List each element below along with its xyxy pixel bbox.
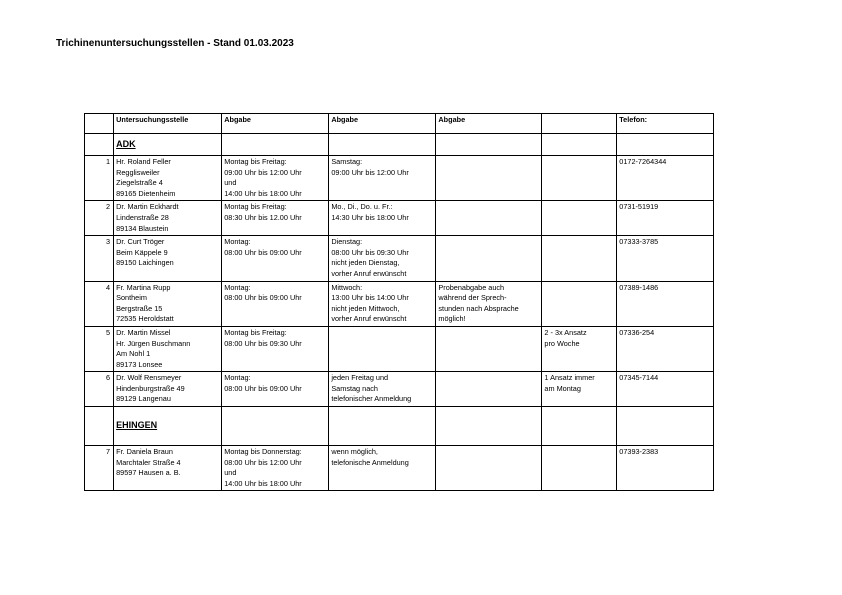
cell-abgabe-1: Montag bis Freitag: 09:00 Uhr bis 12:00 Uhr und 14:00 Uhr bis 18:00 Uhr bbox=[222, 156, 329, 201]
cell-telefon: 07389-1486 bbox=[617, 281, 714, 326]
cell-abgabe-2: jeden Freitag und Samstag nach telefonischer Anmeldung bbox=[329, 372, 436, 407]
section-empty-cell bbox=[436, 134, 542, 156]
section-empty-cell bbox=[222, 134, 329, 156]
header-abgabe-3: Abgabe bbox=[436, 114, 542, 134]
table-row bbox=[85, 236, 714, 281]
cell-index: 7 bbox=[85, 446, 114, 491]
cell-notes bbox=[542, 201, 617, 236]
table-row bbox=[85, 281, 714, 326]
section-index-cell bbox=[85, 407, 114, 446]
section-empty-cell bbox=[617, 407, 714, 446]
cell-untersuchungsstelle: Dr. Martin Missel Hr. Jürgen Buschmann Am Nohl 1 89173 Lonsee bbox=[114, 326, 222, 371]
cell-abgabe-1: Montag: 08:00 Uhr bis 09:00 Uhr bbox=[222, 236, 329, 281]
cell-index: 4 bbox=[85, 281, 114, 326]
header-untersuchungsstelle: Untersuchungsstelle bbox=[114, 114, 222, 134]
header-index bbox=[85, 114, 114, 134]
cell-abgabe-3: Probenabgabe auch während der Sprech- stunden nach Absprache möglich! bbox=[436, 281, 542, 326]
cell-untersuchungsstelle: Dr. Martin Eckhardt Lindenstraße 28 89134 Blaustein bbox=[114, 201, 222, 236]
cell-abgabe-1: Montag bis Freitag: 08:00 Uhr bis 09:30 Uhr bbox=[222, 326, 329, 371]
section-label: EHINGEN bbox=[116, 420, 158, 431]
section-empty-cell bbox=[617, 134, 714, 156]
cell-untersuchungsstelle: Fr. Daniela Braun Marchtaler Straße 4 89597 Hausen a. B. bbox=[114, 446, 222, 491]
cell-notes: 1 Ansatz immer am Montag bbox=[542, 372, 617, 407]
cell-telefon: 07345-7144 bbox=[617, 372, 714, 407]
cell-abgabe-3 bbox=[436, 156, 542, 201]
cell-abgabe-3 bbox=[436, 326, 542, 371]
cell-notes bbox=[542, 281, 617, 326]
cell-abgabe-3 bbox=[436, 372, 542, 407]
cell-abgabe-2: Dienstag: 08:00 Uhr bis 09:30 Uhr nicht jeden Dienstag, vorher Anruf erwünscht bbox=[329, 236, 436, 281]
cell-abgabe-2: Samstag: 09:00 Uhr bis 12:00 Uhr bbox=[329, 156, 436, 201]
section-empty-cell bbox=[329, 407, 436, 446]
header-abgabe-1: Abgabe bbox=[222, 114, 329, 134]
cell-abgabe-3 bbox=[436, 446, 542, 491]
cell-abgabe-3 bbox=[436, 236, 542, 281]
cell-abgabe-1: Montag bis Donnerstag: 08:00 Uhr bis 12:00 Uhr und 14:00 Uhr bis 18:00 Uhr bbox=[222, 446, 329, 491]
table-row bbox=[85, 372, 714, 407]
section-label-cell bbox=[114, 407, 222, 446]
cell-index: 1 bbox=[85, 156, 114, 201]
cell-telefon: 0731-51919 bbox=[617, 201, 714, 236]
cell-abgabe-2: wenn möglich, telefonische Anmeldung bbox=[329, 446, 436, 491]
header-empty bbox=[542, 114, 617, 134]
section-empty-cell bbox=[542, 134, 617, 156]
cell-abgabe-2: Mittwoch: 13:00 Uhr bis 14:00 Uhr nicht jeden Mittwoch, vorher Anruf erwünscht bbox=[329, 281, 436, 326]
section-empty-cell bbox=[436, 407, 542, 446]
cell-telefon: 07393-2383 bbox=[617, 446, 714, 491]
cell-index: 2 bbox=[85, 201, 114, 236]
section-row bbox=[85, 134, 714, 156]
cell-untersuchungsstelle: Fr. Martina Rupp Sontheim Bergstraße 15 72535 Heroldstatt bbox=[114, 281, 222, 326]
cell-notes bbox=[542, 156, 617, 201]
cell-untersuchungsstelle: Dr. Wolf Rensmeyer Hindenburgstraße 49 89129 Langenau bbox=[114, 372, 222, 407]
table-row bbox=[85, 446, 714, 491]
table-row bbox=[85, 201, 714, 236]
section-empty-cell bbox=[329, 134, 436, 156]
cell-abgabe-2 bbox=[329, 326, 436, 371]
cell-notes: 2 - 3x Ansatz pro Woche bbox=[542, 326, 617, 371]
cell-telefon: 07336-254 bbox=[617, 326, 714, 371]
document-title: Trichinenuntersuchungsstellen - Stand 01.03.2023 bbox=[56, 38, 294, 49]
section-index-cell bbox=[85, 134, 114, 156]
section-label: ADK bbox=[116, 138, 136, 149]
cell-index: 5 bbox=[85, 326, 114, 371]
cell-notes bbox=[542, 236, 617, 281]
cell-index: 3 bbox=[85, 236, 114, 281]
table-row bbox=[85, 326, 714, 371]
section-row bbox=[85, 407, 714, 446]
cell-telefon: 0172-7264344 bbox=[617, 156, 714, 201]
header-abgabe-2: Abgabe bbox=[329, 114, 436, 134]
section-empty-cell bbox=[222, 407, 329, 446]
cell-abgabe-1: Montag: 08:00 Uhr bis 09:00 Uhr bbox=[222, 372, 329, 407]
cell-abgabe-1: Montag: 08:00 Uhr bis 09:00 Uhr bbox=[222, 281, 329, 326]
examination-sites-table bbox=[84, 113, 714, 491]
section-empty-cell bbox=[542, 407, 617, 446]
cell-untersuchungsstelle: Hr. Roland Feller Regglisweiler Ziegelstraße 4 89165 Dietenheim bbox=[114, 156, 222, 201]
table-row bbox=[85, 156, 714, 201]
cell-abgabe-2: Mo., Di., Do. u. Fr.: 14:30 Uhr bis 18:00 Uhr bbox=[329, 201, 436, 236]
table-header-row bbox=[85, 114, 714, 134]
section-label-cell bbox=[114, 134, 222, 156]
header-telefon: Telefon: bbox=[617, 114, 714, 134]
cell-index: 6 bbox=[85, 372, 114, 407]
cell-abgabe-1: Montag bis Freitag: 08:30 Uhr bis 12.00 Uhr bbox=[222, 201, 329, 236]
cell-notes bbox=[542, 446, 617, 491]
cell-telefon: 07333-3785 bbox=[617, 236, 714, 281]
cell-abgabe-3 bbox=[436, 201, 542, 236]
cell-untersuchungsstelle: Dr. Curt Tröger Beim Käppele 9 89150 Laichingen bbox=[114, 236, 222, 281]
